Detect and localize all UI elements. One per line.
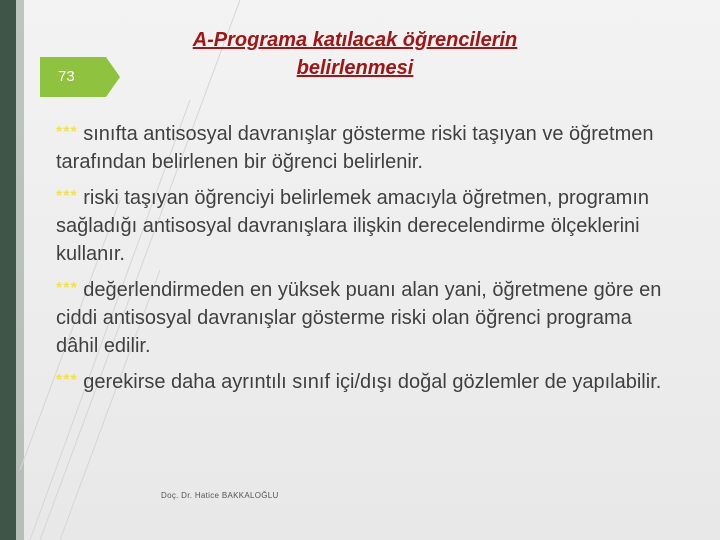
page-number: 73: [58, 68, 75, 85]
paragraph-4: [56, 367, 676, 396]
paragraph-text: değerlendirmeden en yüksek puanı alan yani, öğretmene göre en ciddi antisosyal davranışlar gösterme riski olan öğrenci programa dâhil edilir.: [56, 279, 662, 357]
left-decorative-band-shade: [16, 0, 24, 540]
paragraph-text: sınıfta antisosyal davranışlar gösterme riski taşıyan ve öğretmen tarafından belirlenen bir öğrenci belirlenir.: [56, 123, 654, 173]
paragraph-2: [56, 183, 676, 268]
slide-title: A-Programa katılacak öğrencilerin belirlenmesi: [192, 29, 518, 79]
footer-author: Doç. Dr. Hatice BAKKALOĞLU: [161, 491, 279, 500]
page-number-tab: [40, 57, 106, 97]
paragraph-text: riski taşıyan öğrenciyi belirlemek amacıyla öğretmen, programın sağladığı antisosyal davranışlara ilişkin derecelendirme ölçeklerini kullanır.: [56, 187, 650, 265]
bullet-marker: ***: [56, 280, 78, 297]
paragraph-text: gerekirse daha ayrıntılı sınıf içi/dışı doğal gözlemler de yapılabilir.: [77, 371, 662, 393]
bullet-marker: ***: [56, 372, 78, 389]
paragraph-1: [56, 119, 676, 176]
paragraph-3: [56, 275, 676, 360]
slide-body: [56, 119, 676, 403]
bullet-marker: ***: [56, 188, 78, 205]
bullet-marker: ***: [56, 124, 78, 141]
left-decorative-band: [0, 0, 16, 540]
